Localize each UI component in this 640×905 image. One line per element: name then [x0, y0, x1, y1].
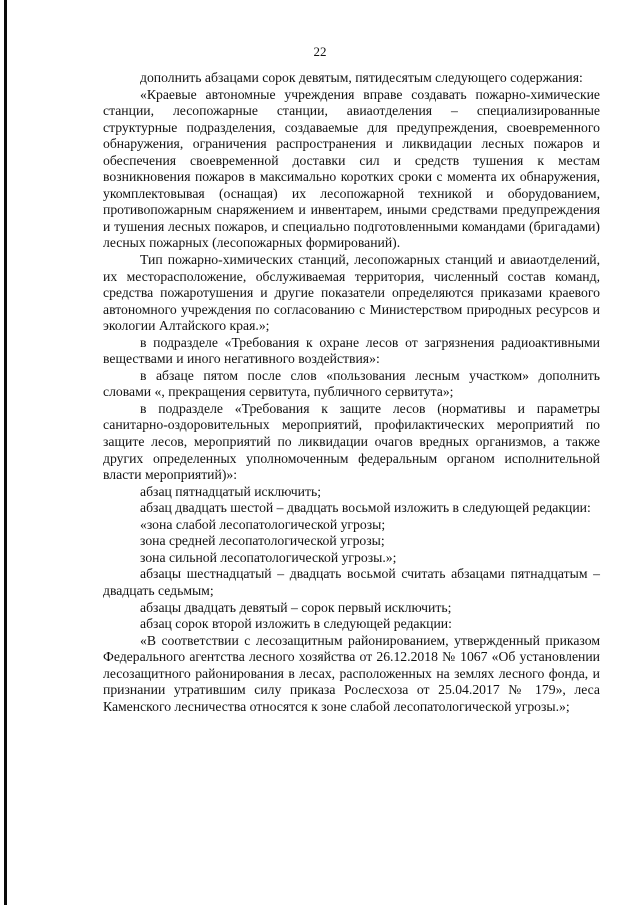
paragraph: дополнить абзацами сорок девятым, пятидесятым следующего содержания: — [140, 70, 583, 85]
paragraph: Тип пожарно-химических станций, лесопожарных станций и авиаотделений, их месторасположение, обслуживаемая территория, численный состав команд, средства пожаротушения и другие показатели определяются приказами краевого автономного учреждения по согласованию с Министерством природных ресурсов и экологии Алтайского края.»; — [103, 252, 600, 334]
paragraph: абзац пятнадцатый исключить; — [140, 483, 322, 499]
paragraph: абзацы двадцать девятый – сорок первый исключить; — [140, 599, 452, 615]
paragraph: зона средней лесопатологической угрозы; — [140, 533, 385, 549]
paragraph: абзац сорок второй изложить в следующей редакции: — [140, 616, 452, 632]
paragraph: зона сильной лесопатологической угрозы.»; — [140, 549, 397, 565]
paragraph: абзац двадцать шестой – двадцать восьмой изложить в следующей редакции: — [140, 500, 591, 516]
scan-border — [4, 0, 7, 905]
paragraph: «зона слабой лесопатологической угрозы; — [140, 516, 386, 532]
paragraph: в абзаце пятом после слов «пользования лесным участком» дополнить словами «, прекращения сервитута, публичного сервитута»; — [103, 367, 600, 400]
page-number: 22 — [313, 44, 327, 59]
paragraph: «В соответствии с лесозащитным районированием, утвержденный приказом Федерального агентства лесного хозяйства от 26.12.2018 № 1067 «Об установлении лесозащитного районирования в лесах, расположенных на землях лесного фонда, и признании утратившим силу приказа Рослесхоза от 25.04.2017 № 179», леса Каменского лесничества относятся к зоне слабой лесопатологической угрозы.»; — [103, 632, 600, 714]
paragraph: в подразделе «Требования к защите лесов (нормативы и параметры санитарно-оздоровительных мероприятий, профилактических мероприятий по защите лесов, мероприятий по ликвидации очагов вредных организмов, а также других определенных уполномоченным федеральным органом исполнительной власти мероприятий)»: — [103, 400, 600, 483]
document-body — [103, 70, 600, 715]
paragraph: абзацы шестнадцатый – двадцать восьмой считать абзацами пятнадцатым – двадцать седьмым; — [103, 566, 600, 598]
paragraph: «Краевые автономные учреждения вправе создавать пожарно-химические станции, лесопожарные станции, авиаотделения – специализированные структурные подразделения, создаваемые для предупреждения, своевременного обнаружения, ограничения распространения и ликвидации лесных пожаров и обеспечения своевременной доставки сил и средств тушения к местам возникновения пожаров в максимально коротких сроки с момента их обнаружения, укомплектовывая (оснащая) их лесопожарной техникой и оборудованием, противопожарным снаряжением и инвентарем, иными средствами предупреждения и тушения лесных пожаров, и специально подготовленными командами (бригадами) лесных пожарных (лесопожарных формирований). — [103, 86, 600, 251]
paragraph: в подразделе «Требования к охране лесов от загрязнения радиоактивными веществами и иного негативного воздействия»: — [103, 334, 600, 367]
